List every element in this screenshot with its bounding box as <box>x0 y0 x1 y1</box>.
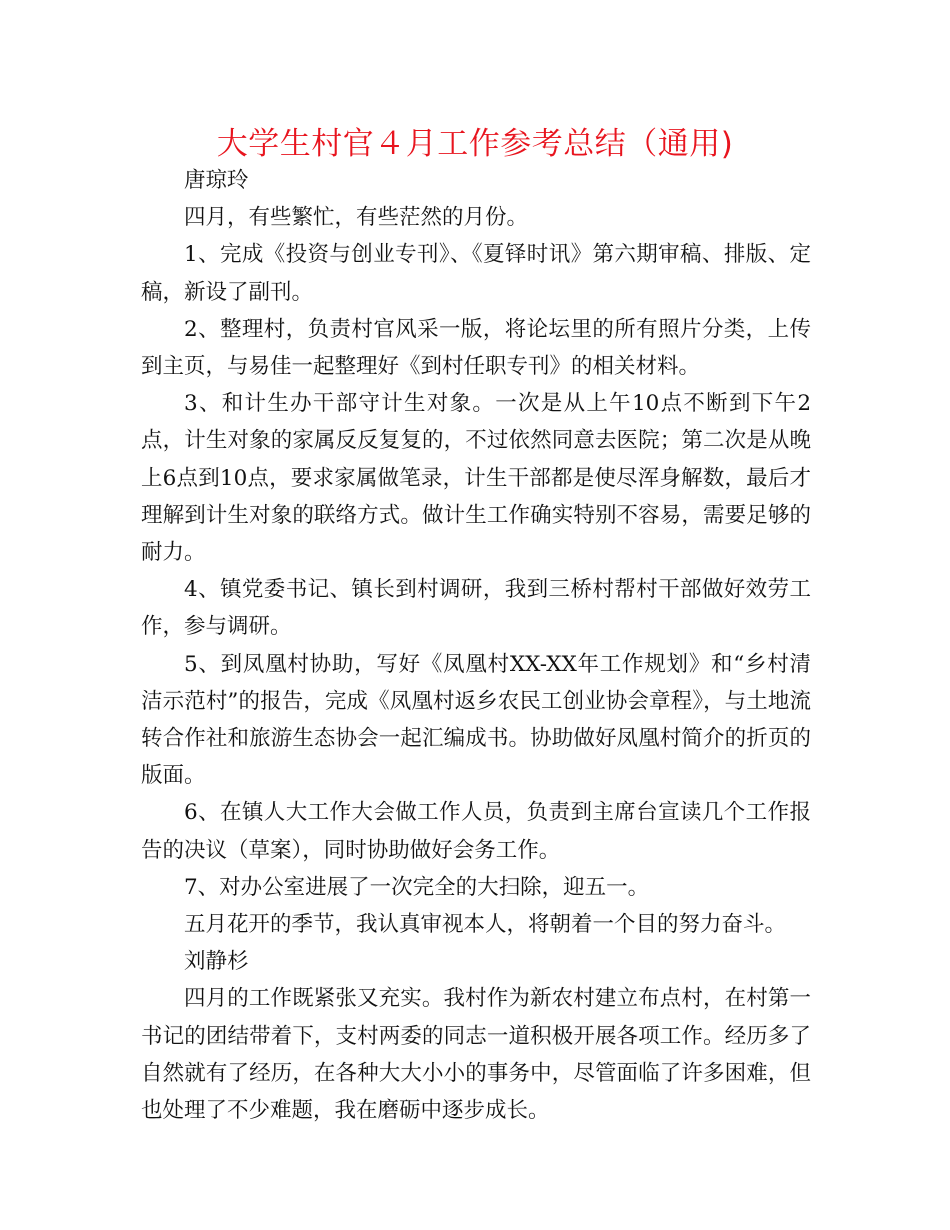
paragraph: 2、整理村，负责村官风采一版，将论坛里的所有照片分类，上传到主页，与易佳一起整理好《到村任职专刊》的相关材料。 <box>141 316 811 380</box>
paragraph: 3、和计生办干部守计生对象。一次是从上午10点不断到下午2点，计生对象的家属反反复复的，不过依然同意去医院；第二次是从晚上6点到10点，要求家属做笔录，计生干部都是使尽浑身解数，最后才理解到计生对象的联络方式。做计生工作确实特别不容易，需要足够的耐力。 <box>141 391 811 566</box>
paragraph: 四月，有些繁忙，有些茫然的月份。 <box>184 205 529 231</box>
paragraph: 4、镇党委书记、镇长到村调研，我到三桥村帮村干部做好效劳工作，参与调研。 <box>141 577 811 640</box>
paragraph: 6、在镇人大工作大会做工作人员，负责到主席台宣读几个工作报告的决议（草案），同时协助做好会务工作。 <box>141 800 811 863</box>
paragraph: 1、完成《投资与创业专刊》、《夏铎时讯》第六期审稿、排版、定稿，新设了副刊。 <box>141 242 811 305</box>
paragraph: 7、对办公室进展了一次完全的大扫除，迎五一。 <box>184 874 650 900</box>
author-name: 刘静杉 <box>184 949 249 975</box>
paragraph: 五月花开的季节，我认真审视本人，将朝着一个目的努力奋斗。 <box>184 912 787 938</box>
paragraph: 四月的工作既紧张又充实。我村作为新农村建立布点村，在村第一书记的团结带着下，支村两委的同志一道积极开展各项工作。经历多了自然就有了经历，在各种大大小小的事务中，尽管面临了许多困难，但也处理了不少难题，我在磨砺中逐步成长。 <box>141 986 811 1124</box>
document-title: 大学生村官４月工作参考总结（通用) <box>216 126 734 162</box>
author-name: 唐琼玲 <box>184 168 249 193</box>
document-body <box>141 162 811 1129</box>
paragraph: 5、到凤凰村协助，写好《凤凰村XX-XX年工作规划》和“乡村清洁示范村”的报告，完成《凤凰村返乡农民工创业协会章程》，与土地流转合作社和旅游生态协会一起汇编成书。协助做好凤凰村简介的折页的版面。 <box>141 651 811 789</box>
